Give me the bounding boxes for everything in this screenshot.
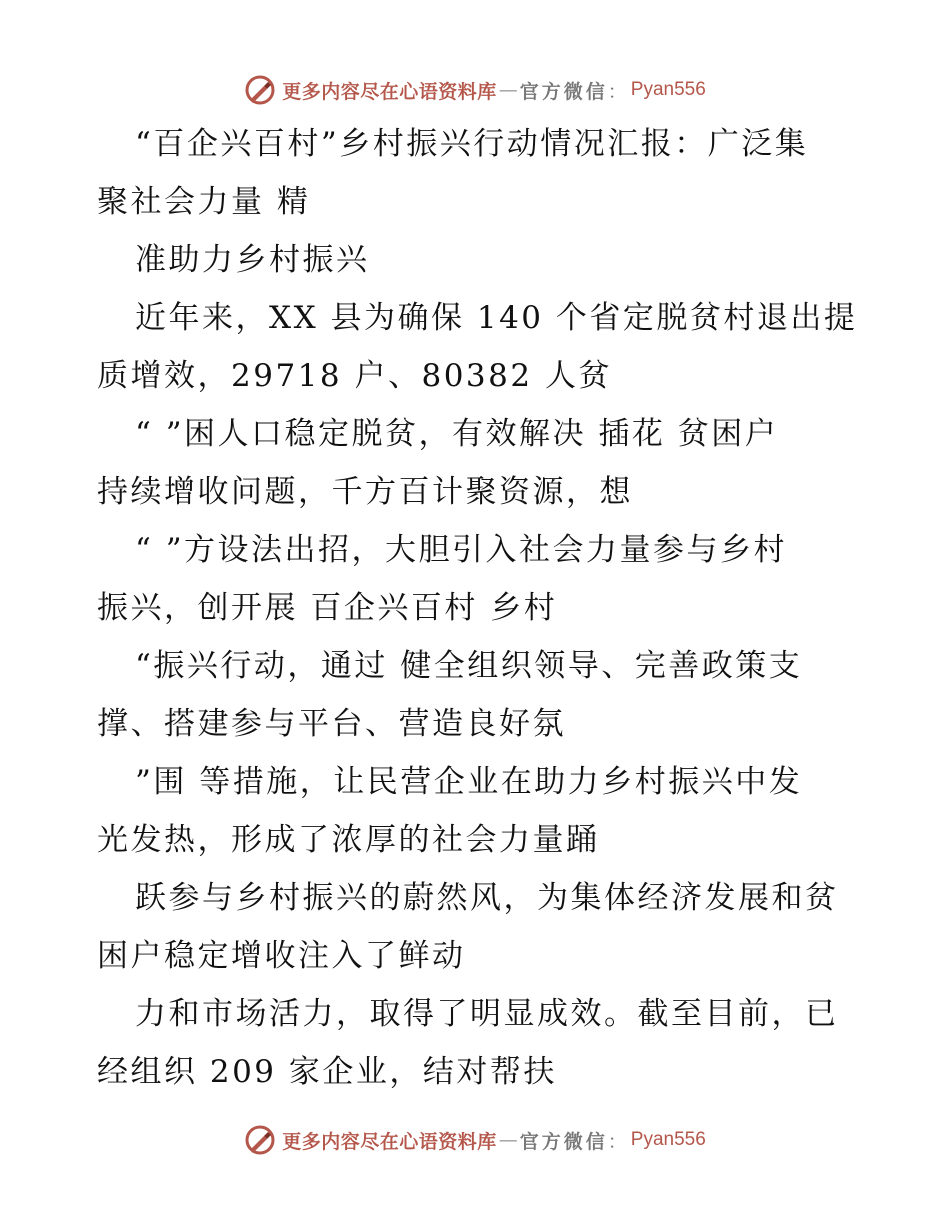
body-line: 跃参与乡村振兴的蔚然风，为集体经济发展和贫 (135, 880, 839, 916)
body-line: “ ”方设法出招，大胆引入社会力量参与乡村 (135, 532, 788, 568)
body-line: 振兴，创开展 百企兴百村 乡村 (97, 590, 558, 626)
title-line-2: 聚社会力量 精 (97, 184, 311, 220)
watermark-official-text: 官方微信 (519, 1130, 608, 1153)
watermark-site-text: 更多内容尽在心语资料库 (282, 1130, 497, 1153)
watermark-colon: ： (607, 80, 627, 103)
body-line: ”围 等措施，让民营企业在助力乡村振兴中发 (135, 764, 803, 800)
body-line: 困户稳定增收注入了鲜动 (97, 938, 466, 974)
watermark-footer (0, 1120, 950, 1160)
watermark-separator: — (498, 79, 518, 101)
body-line: 质增效，29718 户、80382 人贫 (97, 358, 612, 394)
pen-in-circle-icon (244, 1124, 276, 1156)
body-line: “ ”困人口稳定脱贫，有效解决 插花 贫困户 (135, 416, 779, 452)
body-line: 撑、搭建参与平台、营造良好氛 (97, 706, 566, 742)
watermark-wechat-id: Pyan556 (630, 1129, 706, 1150)
watermark-wechat-id: Pyan556 (630, 79, 706, 100)
title-line-3: 准助力乡村振兴 (135, 242, 370, 278)
body-line: 光发热，形成了浓厚的社会力量踊 (97, 822, 600, 858)
body-line: 经组织 209 家企业，结对帮扶 (97, 1054, 557, 1090)
body-line: “振兴行动，通过 健全组织领导、完善政策支 (135, 648, 803, 684)
title-line-1: “百企兴百村”乡村振兴行动情况汇报：广泛集 (135, 126, 809, 162)
watermark-separator: — (498, 1129, 518, 1151)
watermark-colon: ： (607, 1130, 627, 1153)
watermark-header (0, 70, 950, 110)
watermark-official-text: 官方微信 (519, 80, 608, 103)
document-body (97, 115, 867, 1101)
pen-in-circle-icon (244, 74, 276, 106)
body-line: 持续增收问题，千方百计聚资源，想 (97, 474, 633, 510)
watermark-site-text: 更多内容尽在心语资料库 (282, 80, 497, 103)
body-line: 近年来，XX 县为确保 140 个省定脱贫村退出提 (135, 300, 858, 336)
body-line: 力和市场活力，取得了明显成效。截至目前，已 (135, 996, 839, 1032)
